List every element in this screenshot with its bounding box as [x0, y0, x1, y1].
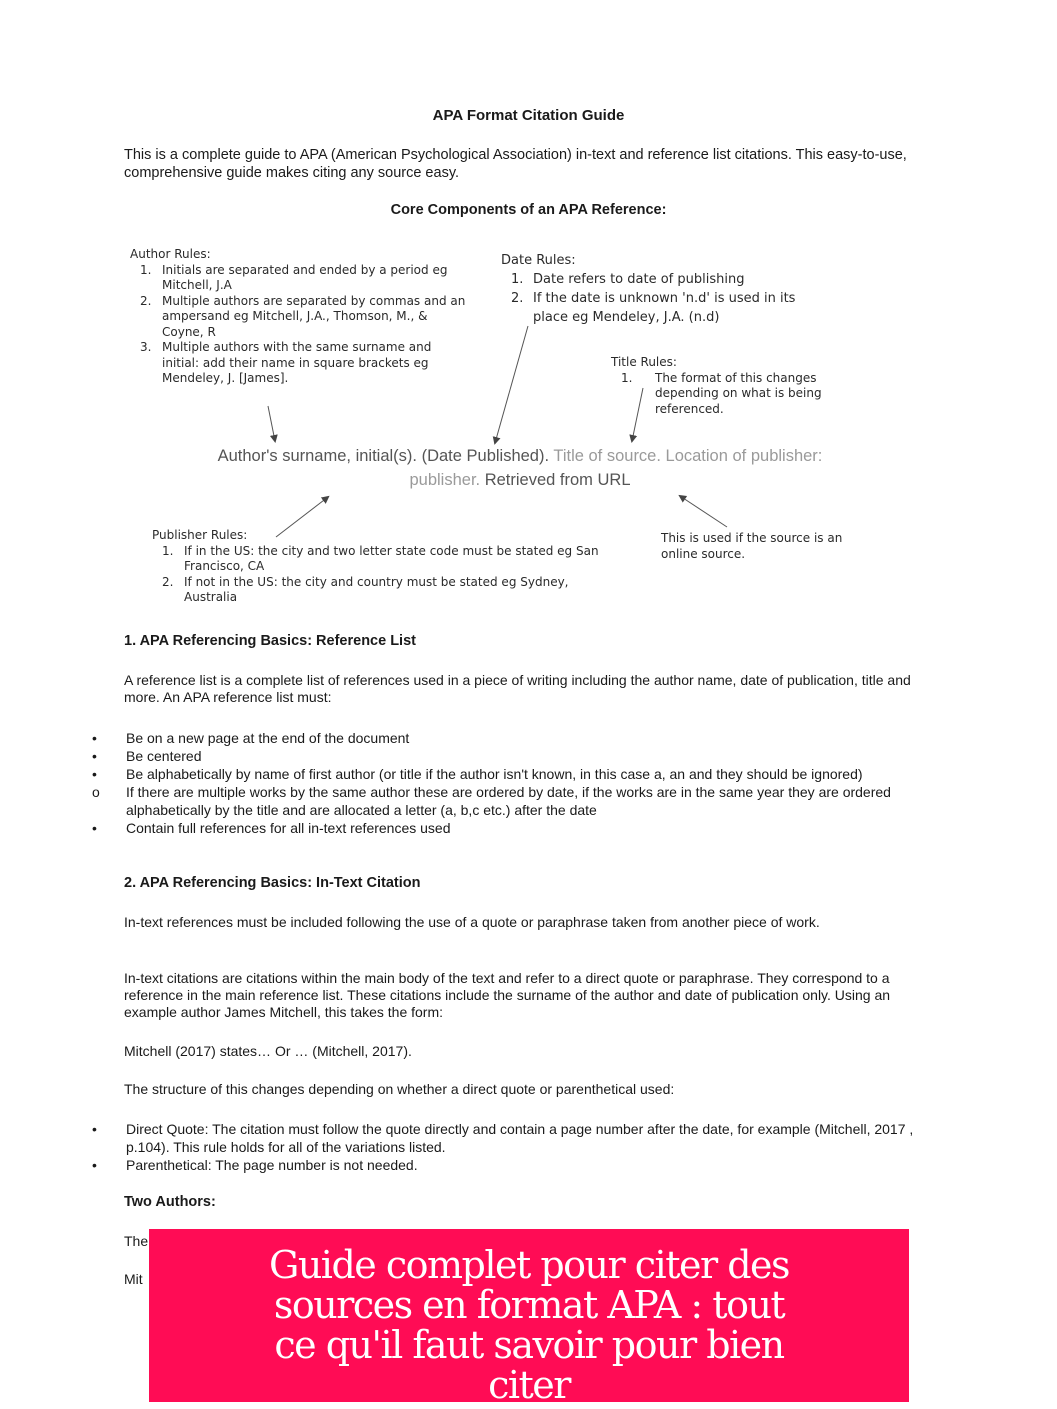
list-item: • Be alphabetically by name of first author (or title if the author isn't known, in this case a, an and they should be ignored)	[92, 766, 863, 782]
author-rules	[130, 247, 470, 387]
url-arrow	[680, 496, 727, 527]
list-item: 1. The format of this changes depending on what is being referenced.	[621, 370, 822, 416]
title-rules	[611, 355, 851, 417]
list-item: • Contain full references for all in-text references used	[92, 820, 451, 836]
list-item: 1. Date refers to date of publishing	[511, 272, 745, 287]
section2-bullets	[90, 1120, 920, 1174]
partial-text-2: Mit	[124, 1271, 143, 1287]
format-url: Retrieved from URL	[480, 471, 631, 489]
section2-paragraph-3: The structure of this changes depending on whether a direct quote or parenthetical used:	[124, 1081, 675, 1097]
section1-bullets	[90, 729, 920, 837]
date-rules	[501, 251, 811, 327]
title-banner	[149, 1229, 909, 1407]
publisher-rules-heading: Publisher Rules:	[152, 528, 248, 542]
list-item: • Direct Quote: The citation must follow the quote directly and contain a page number after the date, for example (Mitchell, 2017 , p.104). This rule holds for all of the variations listed.	[92, 1121, 914, 1155]
section2-paragraph-2: In-text citations are citations within the main body of the text and refer to a direct quote or paraphrase. They correspond to a reference in the main reference list. These citations include the surname of the author and date of publication only. Using an example author James Mitchell, this takes the form:	[124, 970, 891, 1020]
date-rules-heading: Date Rules:	[501, 253, 576, 268]
section2-paragraph-1: In-text references must be included following the use of a quote or paraphrase taken from another piece of work.	[124, 914, 820, 930]
two-authors-title: Two Authors:	[124, 1194, 216, 1210]
list-item: 2. If not in the US: the city and country must be stated eg Sydney, Australia	[162, 574, 569, 604]
author-arrow	[268, 406, 275, 441]
citation-example: Mitchell (2017) states… Or … (Mitchell, 2017).	[124, 1043, 412, 1059]
reference-format	[195, 444, 845, 492]
list-item: 3. Multiple authors with the same surname and initial: add their name in square brackets eg Mendeley, J. [James].	[140, 340, 432, 385]
format-author-date: Author's surname, initial(s). (Date Published).	[217, 447, 550, 465]
date-arrow	[495, 326, 528, 443]
list-item: 2. Multiple authors are separated by commas and an ampersand eg Mitchell, J.A., Thomson, M., & Coyne, R	[140, 293, 466, 339]
list-item: 1. If in the US: the city and two letter state code must be stated eg San Francisco, CA	[162, 543, 599, 573]
list-item: • Be on a new page at the end of the document	[92, 730, 410, 746]
intro-paragraph: This is a complete guide to APA (American Psychological Association) in-text and reference list citations. This easy-to-use, comprehensive guide makes citing any source easy.	[124, 147, 907, 181]
list-item: o If there are multiple works by the same author these are ordered by date, if the works are in the same year they are ordered alphabetically by the title and are allocated a letter (a, b,c etc.) after the date	[92, 784, 891, 818]
section1-title: 1. APA Referencing Basics: Reference List	[124, 633, 416, 649]
list-item: 1. Initials are separated and ended by a period eg Mitchell, J.A	[140, 262, 448, 292]
publisher-rules	[152, 528, 612, 606]
section2-title: 2. APA Referencing Basics: In-Text Citation	[124, 875, 421, 891]
author-rules-heading: Author Rules:	[130, 247, 211, 261]
document-title: APA Format Citation Guide	[432, 107, 625, 124]
list-item: 2. If the date is unknown 'n.d' is used in its place eg Mendeley, J.A. (n.d)	[511, 291, 796, 325]
format-title-publisher: Title of source. Location of publisher: publisher.	[409, 447, 823, 489]
list-item: • Be centered	[92, 748, 202, 764]
section1-paragraph: A reference list is a complete list of references used in a piece of writing including the author name, date of publication, title and more. An APA reference list must:	[124, 672, 911, 705]
core-components-title: Core Components of an APA Reference:	[390, 202, 667, 218]
partial-text-1: The	[124, 1233, 149, 1249]
list-item: • Parenthetical: The page number is not needed.	[92, 1157, 418, 1173]
title-rules-heading: Title Rules:	[611, 355, 677, 369]
banner-title: Guide complet pour citer des sources en format APA : tout ce qu'il faut savoir pour bien citer	[268, 1242, 790, 1407]
url-note: This is used if the source is an online source.	[661, 531, 843, 561]
